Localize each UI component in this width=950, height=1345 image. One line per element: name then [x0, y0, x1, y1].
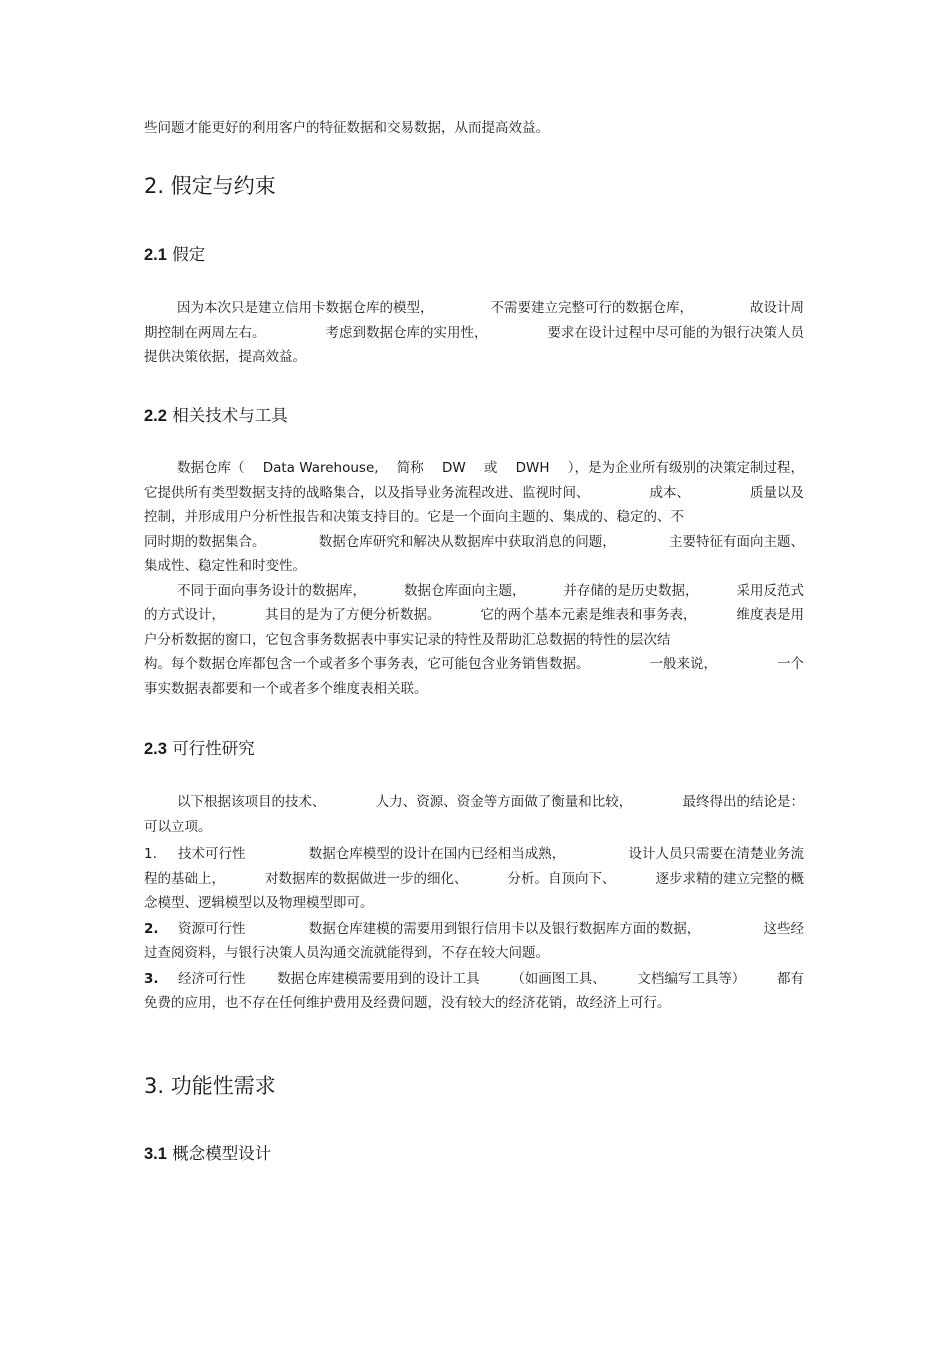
text-segment: 控制，并形成用户分析性报告和决策支持目的。它是一个面向主题的、集成的、稳定的、不 [144, 509, 684, 525]
text-segment: 设计人员只需要在清楚业务流 [628, 846, 804, 862]
text-segment: 简称 [396, 460, 424, 476]
text-segment: 同时期的数据集合。 [144, 533, 266, 550]
text-segment: 都有 [777, 970, 804, 987]
section-3-1-heading [144, 1142, 271, 1166]
text-segment: 免费的应用，也不存在任何维护费用及经费问题，没有较大的经济花销，故经济上可行。 [144, 995, 671, 1011]
text-line [144, 652, 804, 677]
text-segment: 它提供所有类型数据支持的战略集合，以及指导业务流程改进、监视时间、 [144, 484, 590, 501]
text-segment: 它的两个基本元素是维表和事务表， [480, 607, 697, 623]
text-segment: 数据仓库建模的需要用到银行信用卡以及银行数据库方面的数据， [308, 920, 701, 937]
list-item-lead [144, 917, 246, 942]
text-segment: 最终得出的结论是： [682, 794, 804, 810]
list-item [144, 917, 809, 966]
text-line [144, 530, 804, 555]
text-segment: 念模型、逻辑模型以及物理模型即可。 [144, 895, 374, 911]
section-number: 2.3 [144, 740, 167, 758]
text-line [144, 917, 804, 942]
text-segment: 故设计周 [750, 300, 804, 316]
list-item-lead [144, 842, 246, 867]
text-segment: 过查阅资料，与银行决策人员沟通交流就能得到，不存在较大问题。 [144, 945, 549, 961]
text-line [144, 967, 804, 992]
text-line [144, 554, 804, 579]
text-segment: 技术可行性 [178, 846, 246, 862]
text-segment: Data Warehouse, [262, 460, 379, 476]
section-2-2-heading [144, 404, 288, 428]
list-number: 1. [144, 846, 157, 862]
intro-paragraph: 些问题才能更好的利用客户的特征数据和交易数据，从而提高效益。 [144, 120, 549, 136]
list-number: 2. [144, 920, 159, 937]
text-line [144, 991, 804, 1016]
text-segment: 以下根据该项目的技术、 [177, 794, 326, 810]
text-segment: 可以立项。 [144, 818, 212, 835]
text-segment: （如画图工具、 [511, 970, 606, 987]
text-segment: 或 [483, 460, 498, 476]
text-line [144, 505, 804, 530]
text-line [144, 481, 804, 506]
text-line [144, 815, 804, 840]
text-segment: 一个 [777, 656, 804, 672]
section-2-1-heading [144, 243, 205, 267]
text-segment: 因为本次只是建立信用卡数据仓库的模型， [177, 300, 434, 316]
text-segment: 数据仓库建模需要用到的设计工具 [277, 970, 480, 987]
text-segment: 人力、资源、资金等方面做了衡量和比较， [375, 794, 633, 810]
text-segment: 并存储的是历史数据， [563, 582, 699, 599]
text-segment: 对数据库的数据做进一步的细化、 [265, 870, 468, 887]
section-2-2-paragraph [144, 456, 809, 701]
section-number: 3.1 [144, 1145, 167, 1163]
text-line [144, 579, 804, 604]
section-title: 相关技术与工具 [172, 406, 288, 425]
section-title: 概念模型设计 [172, 1144, 272, 1163]
text-segment: DW [441, 460, 466, 476]
text-segment: 采用反范式 [736, 582, 804, 599]
text-segment: 其目的是为了方便分析数据。 [265, 607, 441, 623]
text-segment: 集成性、稳定性和时变性。 [144, 558, 306, 574]
text-segment: 数据仓库（ [177, 460, 245, 476]
feasibility-list [144, 842, 809, 1017]
list-item [144, 842, 809, 916]
text-segment: 的方式设计， [144, 607, 225, 623]
text-segment: ），是为企业所有级别的决策定制过程， [567, 460, 804, 476]
text-segment: 要求在设计过程中尽可能的为银行决策人员 [547, 324, 804, 341]
text-line [144, 345, 804, 370]
text-segment: 期控制在两周左右。 [144, 324, 266, 341]
text-segment: 这些经 [763, 920, 804, 937]
text-line [144, 842, 804, 867]
text-segment: 资源可行性 [178, 920, 246, 937]
section-title: 假定 [172, 245, 206, 264]
section-2-heading: 2. 假定与约束 [144, 174, 276, 198]
section-3-heading: 3. 功能性需求 [144, 1074, 276, 1098]
text-line [144, 677, 804, 702]
text-segment: 分析。自顶向下、 [507, 870, 616, 887]
text-segment: 一般来说， [649, 656, 717, 672]
text-segment: 质量以及 [750, 484, 804, 501]
text-segment: 主要特征有面向主题、 [669, 533, 804, 550]
text-segment: 数据仓库模型的设计在国内已经相当成熟， [308, 846, 566, 862]
text-segment: DWH [515, 460, 550, 476]
text-line [144, 941, 804, 966]
text-line [144, 867, 804, 892]
text-line [144, 628, 804, 653]
section-2-3-paragraph [144, 790, 809, 839]
section-number: 2.2 [144, 407, 167, 425]
text-segment: 文档编写工具等） [637, 970, 746, 987]
text-line [144, 790, 804, 815]
text-segment: 逐步求精的建立完整的概 [655, 870, 804, 887]
text-line [144, 456, 804, 481]
text-segment: 构。每个数据仓库都包含一个或者多个事务表，它可能包含业务销售数据。 [144, 656, 590, 672]
text-segment: 户分析数据的窗口，它包含事务数据表中事实记录的特性及帮助汇总数据的特性的层次结 [144, 631, 671, 648]
section-2-3-heading [144, 737, 255, 761]
text-segment: 考虑到数据仓库的实用性， [325, 324, 488, 341]
text-segment: 提供决策依据，提高效益。 [144, 349, 306, 365]
list-number: 3. [144, 970, 159, 987]
section-2-1-paragraph [144, 296, 809, 370]
text-line [144, 891, 804, 916]
text-segment: 数据仓库面向主题， [404, 582, 526, 599]
section-number: 2.1 [144, 246, 167, 264]
text-segment: 数据仓库研究和解决从数据库中获取消息的问题， [318, 533, 616, 550]
section-title: 可行性研究 [172, 739, 255, 758]
text-line [144, 321, 804, 346]
text-segment: 维度表是用 [736, 607, 804, 623]
text-segment: 成本、 [649, 484, 690, 501]
list-item-lead [144, 967, 246, 992]
text-line [144, 296, 804, 321]
text-segment: 事实数据表都要和一个或者多个维度表相关联。 [144, 680, 428, 697]
text-segment: 不需要建立完整可行的数据仓库， [490, 300, 693, 316]
text-segment: 经济可行性 [178, 970, 246, 987]
text-segment: 程的基础上， [144, 870, 225, 887]
text-segment: 不同于面向事务设计的数据库， [177, 582, 366, 599]
text-line [144, 603, 804, 628]
list-item [144, 967, 809, 1016]
